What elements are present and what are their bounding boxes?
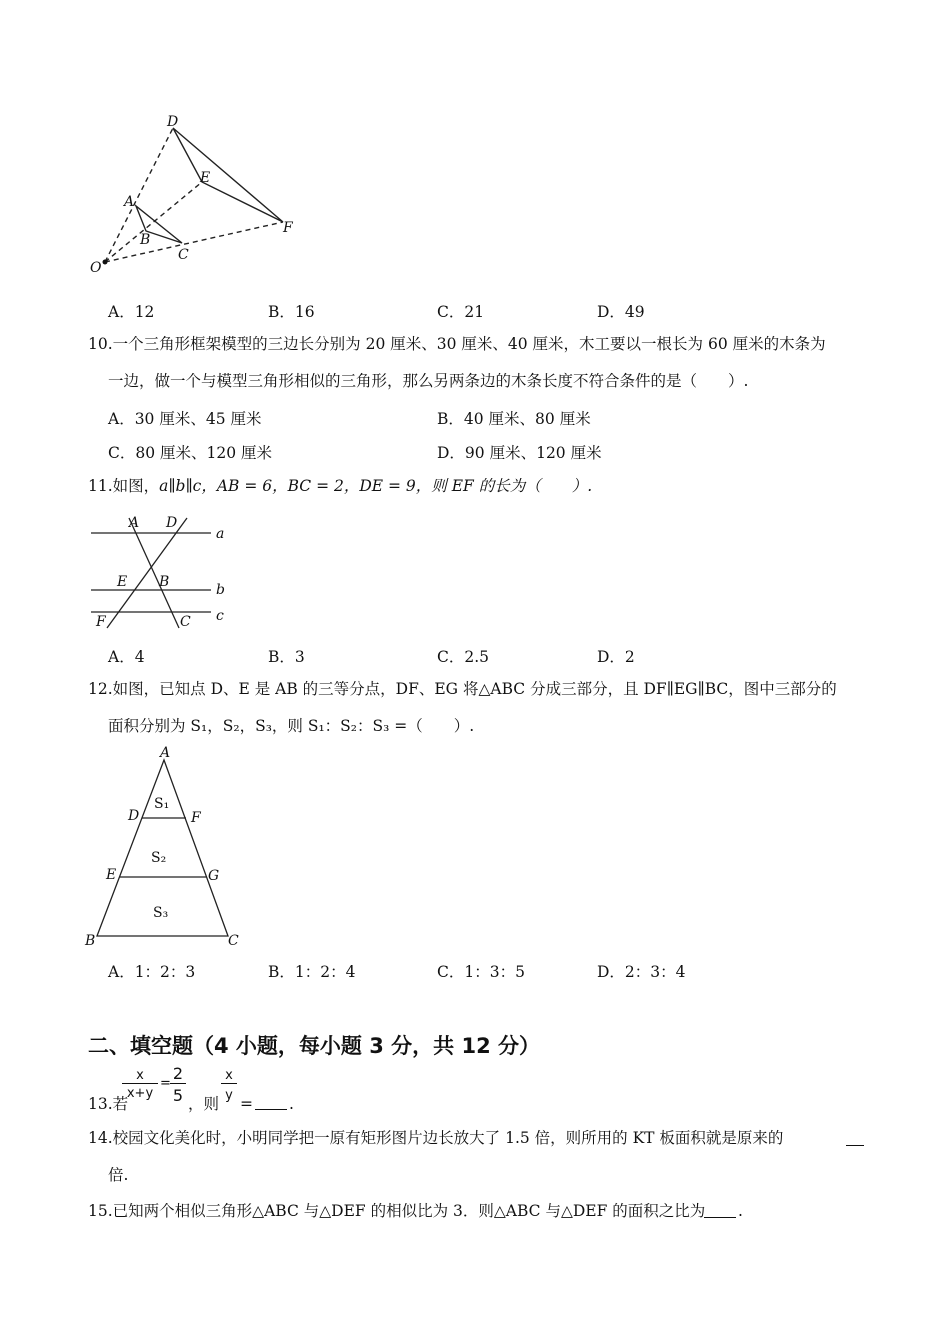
label-b: B	[140, 232, 151, 248]
label-d: D	[167, 114, 179, 130]
q11-figure	[85, 510, 245, 635]
label-f: F	[96, 614, 106, 630]
label-b: B	[159, 574, 170, 590]
q13-answer-blank[interactable]	[255, 1095, 287, 1110]
ray-od	[105, 128, 173, 262]
q9-option-c[interactable]: C．21	[437, 303, 485, 321]
q12-line2: 面积分别为 S₁，S₂，S₃，则 S₁：S₂：S₃ =（ ）.	[108, 717, 475, 735]
q12-option-c[interactable]: C．1：3：5	[437, 963, 525, 981]
q11-option-a[interactable]: A．4	[108, 648, 145, 666]
label-c: C	[228, 933, 239, 949]
q13-suffix: =	[240, 1095, 253, 1113]
label-o: O	[90, 260, 102, 276]
label-c: C	[180, 614, 191, 630]
q13-frac3-den: y	[225, 1088, 233, 1103]
label-e: E	[117, 574, 128, 590]
section2-title: 二、填空题（4 小题，每小题 3 分，共 12 分）	[88, 1034, 541, 1058]
q13-prefix: 13.若	[88, 1095, 129, 1113]
q12-option-b[interactable]: B．1：2：4	[268, 963, 356, 981]
q11-option-b[interactable]: B．3	[268, 648, 305, 666]
label-d: D	[128, 808, 140, 824]
label-d: D	[166, 515, 178, 531]
q12-option-d[interactable]: D．2：3：4	[597, 963, 686, 981]
label-g: G	[208, 868, 220, 884]
q9-option-b[interactable]: B．16	[268, 303, 315, 321]
q10-option-a[interactable]: A．30 厘米、45 厘米	[108, 410, 262, 428]
label-f: F	[283, 220, 293, 236]
q12-line1: 12.如图，已知点 D、E 是 AB 的三等分点，DF、EG 将△ABC 分成三部分，且 DF∥EG∥BC，图中三部分的	[88, 680, 837, 698]
region-s1: S₁	[154, 796, 170, 812]
q13-frac2-den: 5	[172, 1086, 184, 1105]
q13-mid: ，则	[188, 1095, 220, 1113]
q12-option-a[interactable]: A．1：2：3	[108, 963, 196, 981]
label-line-b: b	[216, 582, 225, 598]
q13-frac3-num: x	[221, 1068, 237, 1084]
q11-prefix: 11.如图，	[88, 477, 160, 495]
triangle-def	[173, 128, 283, 222]
q13-frac1-num: x	[122, 1068, 158, 1084]
q14-line2: 倍.	[108, 1166, 129, 1184]
q10-line1: 10.一个三角形框架模型的三边长分别为 20 厘米、30 厘米、40 厘米，木工要以一根长为 60 厘米的木条为	[88, 335, 826, 353]
q9-figure	[80, 110, 320, 285]
label-a: A	[124, 194, 135, 210]
ray-of	[105, 222, 283, 262]
q13-eq: =	[160, 1076, 171, 1091]
q10-option-b[interactable]: B．40 厘米、80 厘米	[437, 410, 591, 428]
q10-line2: 一边，做一个与模型三角形相似的三角形，那么另两条边的木条长度不符合条件的是（ ）.	[108, 372, 749, 390]
label-line-a: a	[216, 526, 225, 542]
q15-end: .	[738, 1202, 743, 1220]
point-o	[103, 260, 108, 265]
label-a: A	[129, 515, 140, 531]
q15-text: 15.已知两个相似三角形△ABC 与△DEF 的相似比为 3．则△ABC 与△DEF 的面积之比为	[88, 1202, 706, 1220]
q10-option-d[interactable]: D．90 厘米、120 厘米	[437, 444, 602, 462]
label-f: F	[191, 810, 201, 826]
q14-line1: 14.校园文化美化时，小明同学把一原有矩形图片边长放大了 1.5 倍，则所用的 KT 板面积就是原来的	[88, 1129, 784, 1147]
q13-end: .	[289, 1095, 294, 1113]
region-s3: S₃	[153, 905, 169, 921]
q14-answer-blank[interactable]	[846, 1130, 864, 1146]
q13-frac1-den: x+y	[126, 1086, 154, 1101]
q9-option-a[interactable]: A．12	[108, 303, 155, 321]
label-c: C	[178, 247, 189, 263]
region-s2: S₂	[151, 850, 167, 866]
q9-option-d[interactable]: D．49	[597, 303, 645, 321]
label-line-c: c	[216, 608, 224, 624]
q11-condition: a∥b∥c，AB = 6，BC = 2，DE = 9，则 EF 的长为（ ）.	[159, 477, 593, 495]
q12-figure	[82, 742, 252, 952]
label-e: E	[200, 170, 211, 186]
q10-option-c[interactable]: C．80 厘米、120 厘米	[108, 444, 273, 462]
label-b: B	[85, 933, 96, 949]
q11-option-d[interactable]: D．2	[597, 648, 635, 666]
label-e: E	[106, 867, 117, 883]
label-a: A	[160, 745, 171, 761]
q11-option-c[interactable]: C．2.5	[437, 648, 490, 666]
q11-stem	[88, 476, 592, 496]
q13-frac2-num: 2	[170, 1064, 186, 1084]
q15-answer-blank[interactable]	[704, 1202, 736, 1218]
